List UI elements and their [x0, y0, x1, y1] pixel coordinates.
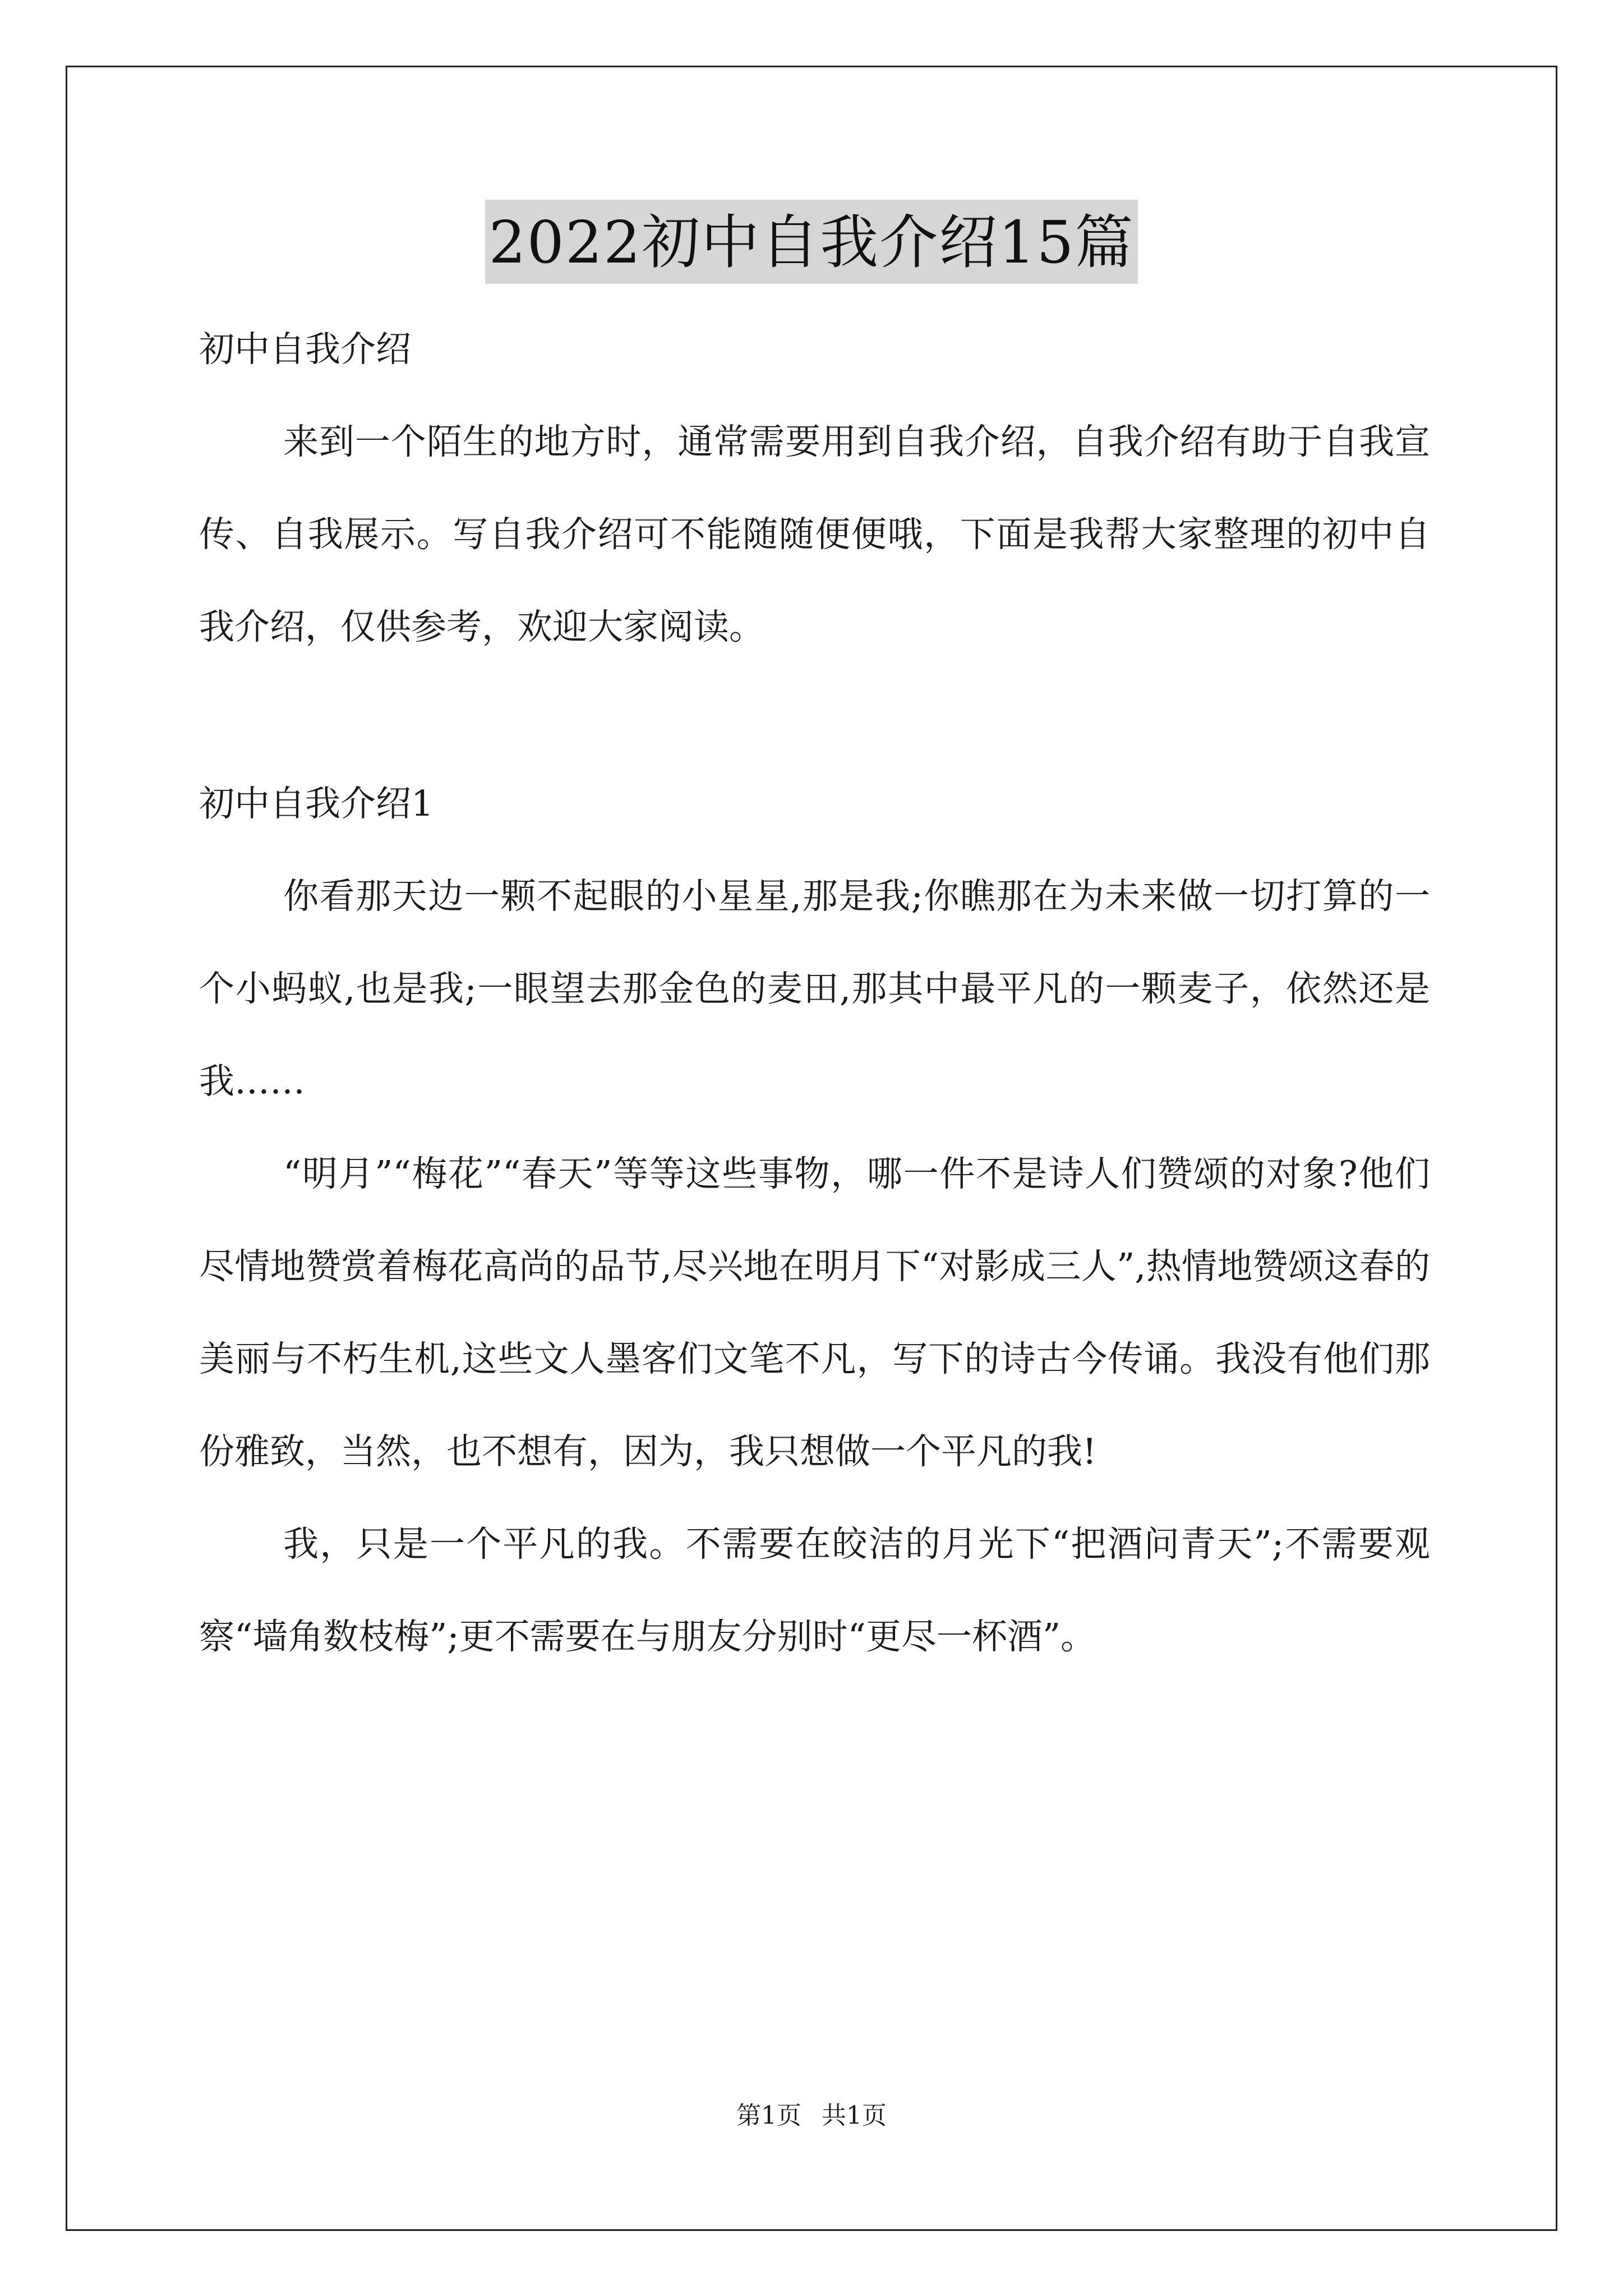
page-footer — [0, 2099, 1623, 2133]
document-body — [199, 303, 1430, 1683]
body-paragraph: 我，只是一个平凡的我。不需要在皎洁的月光下“把酒问青天”;不需要观察“墙角数枝梅”;更不需要在与朋友分别时“更尽一杯酒”。 — [199, 1524, 1430, 1657]
intro-paragraph: 来到一个陌生的地方时，通常需要用到自我介绍，自我介绍有助于自我宣传、自我展示。写自我介绍可不能随随便便哦，下面是我帮大家整理的初中自我介绍，仅供参考，欢迎大家阅读。 — [199, 421, 1430, 647]
section-heading-1: 初中自我介绍1 — [199, 783, 434, 824]
page-number-current: 第1页 — [736, 2101, 801, 2130]
section-spacer — [199, 673, 1430, 757]
body-paragraph: “明月”“梅花”“春天”等等这些事物，哪一件不是诗人们赞颂的对象?他们尽情地赞赏着梅花高尚的品节,尽兴地在明月下“对影成三人”,热情地赞颂这春的美丽与不朽生机,这些文人墨客们文笔不凡，写下的诗古今传诵。我没有他们那份雅致，当然，也不想有，因为，我只想做一个平凡的我! — [199, 1153, 1430, 1472]
title-container — [0, 200, 1623, 284]
document-title: 2022初中自我介绍15篇 — [485, 200, 1137, 284]
section-heading-intro: 初中自我介绍 — [199, 329, 411, 370]
page-number-total: 共1页 — [822, 2101, 887, 2130]
body-paragraph: 你看那天边一颗不起眼的小星星,那是我;你瞧那在为未来做一切打算的一个小蚂蚁,也是我;一眼望去那金色的麦田,那其中最平凡的一颗麦子，依然还是我…… — [199, 876, 1430, 1102]
